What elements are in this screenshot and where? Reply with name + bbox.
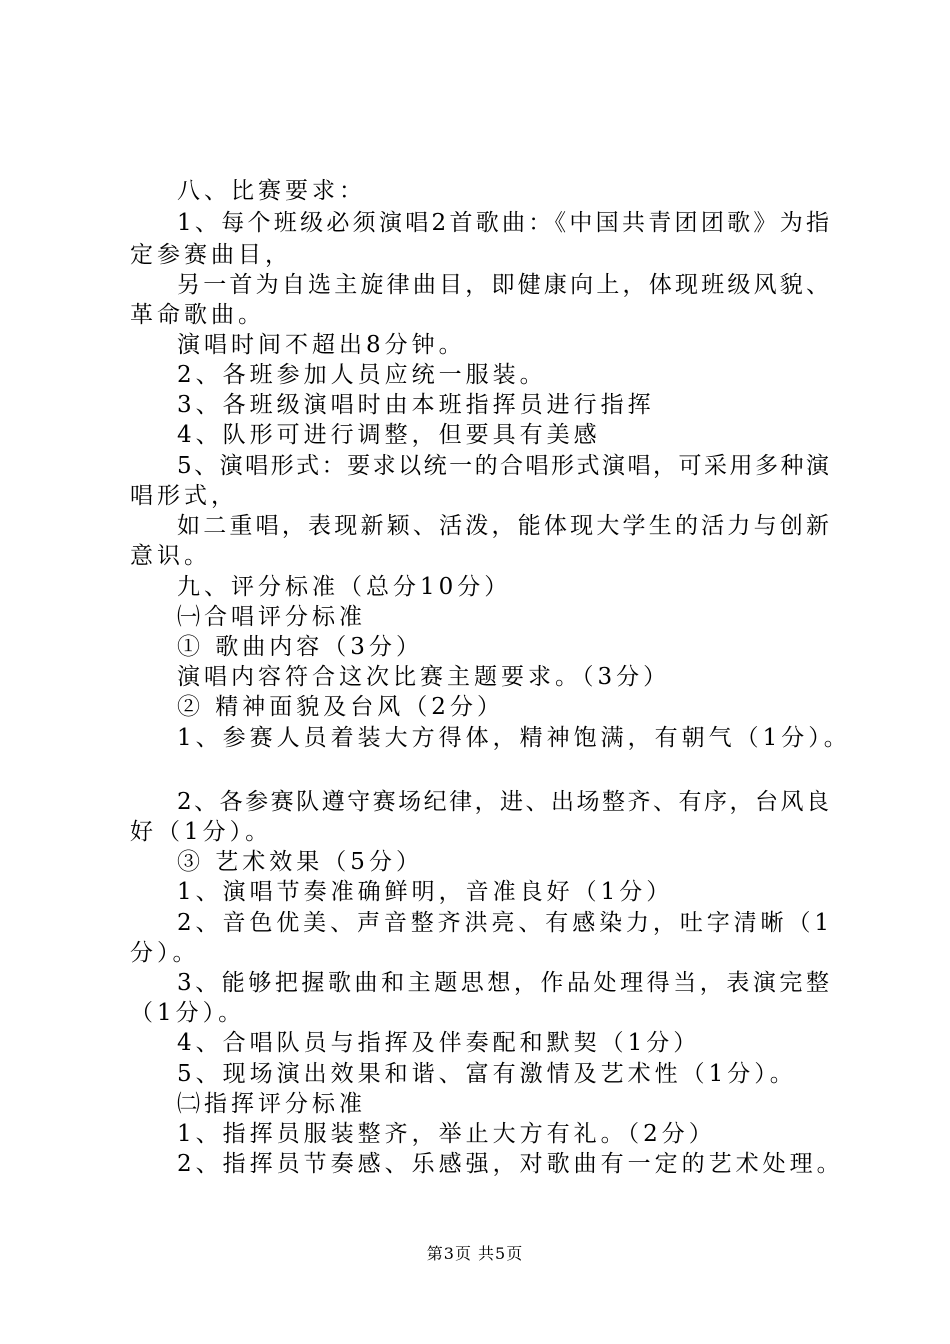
section-heading-8: 八、比赛要求： xyxy=(177,178,366,204)
criterion-heading: ① 歌曲内容（3分） xyxy=(177,634,423,660)
paragraph-line: 意识。 xyxy=(130,543,211,569)
paragraph-line: 4、队形可进行调整，但要具有美感 xyxy=(177,422,601,448)
criterion-heading: ② 精神面貌及台风（2分） xyxy=(177,694,504,720)
paragraph-line: 2、各班参加人员应统一服装。 xyxy=(177,362,547,388)
paragraph-line: 2、指挥员节奏感、乐感强，对歌曲有一定的艺术处理。 xyxy=(177,1151,844,1177)
paragraph-line: 唱形式， xyxy=(130,483,238,509)
paragraph-line: 革命歌曲。 xyxy=(130,302,265,328)
paragraph-line: 1、指挥员服装整齐，举止大方有礼。（2分） xyxy=(177,1121,716,1147)
paragraph-line: 5、演唱形式：要求以统一的合唱形式演唱，可采用多种演 xyxy=(177,453,830,479)
paragraph-line: 1、参赛人员着装大方得体，精神饱满，有朝气（1分）。 xyxy=(177,725,851,751)
paragraph-line: 分）。 xyxy=(130,940,200,966)
subsection-heading: ㈡指挥评分标准 xyxy=(177,1091,366,1117)
paragraph-line: （1分）。 xyxy=(130,1000,246,1026)
page-footer: 第3页 共5页 xyxy=(426,1244,524,1263)
subsection-heading: ㈠合唱评分标准 xyxy=(177,604,366,630)
paragraph-line: 1、每个班级必须演唱2首歌曲：《中国共青团团歌》为指 xyxy=(177,210,830,236)
paragraph-line: 4、合唱队员与指挥及伴奏配和默契（1分） xyxy=(177,1030,701,1056)
paragraph-line: 2、各参赛队遵守赛场纪律，进、出场整齐、有序，台风良 xyxy=(177,789,830,815)
paragraph-line: 另一首为自选主旋律曲目，即健康向上，体现班级风貌、 xyxy=(177,272,830,298)
section-heading-9: 九、评分标准（总分10分） xyxy=(177,574,512,600)
paragraph-line: 3、各班级演唱时由本班指挥员进行指挥 xyxy=(177,392,655,418)
paragraph-line: 2、音色优美、声音整齐洪亮、有感染力，吐字清晰（1 xyxy=(177,910,830,936)
paragraph-line: 1、演唱节奏准确鲜明，音准良好（1分） xyxy=(177,879,674,905)
paragraph-line: 演唱内容符合这次比赛主题要求。（3分） xyxy=(177,664,671,690)
paragraph-line: 演唱时间不超出8分钟。 xyxy=(177,332,466,358)
criterion-heading: ③ 艺术效果（5分） xyxy=(177,849,423,875)
paragraph-line: 3、能够把握歌曲和主题思想，作品处理得当，表演完整 xyxy=(177,970,830,996)
paragraph-line: 如二重唱，表现新颖、活泼，能体现大学生的活力与创新 xyxy=(177,513,830,539)
paragraph-line: 好（1分）。 xyxy=(130,819,273,845)
paragraph-line: 定参赛曲目， xyxy=(130,242,292,268)
paragraph-line: 5、现场演出效果和谐、富有激情及艺术性（1分）。 xyxy=(177,1061,797,1087)
